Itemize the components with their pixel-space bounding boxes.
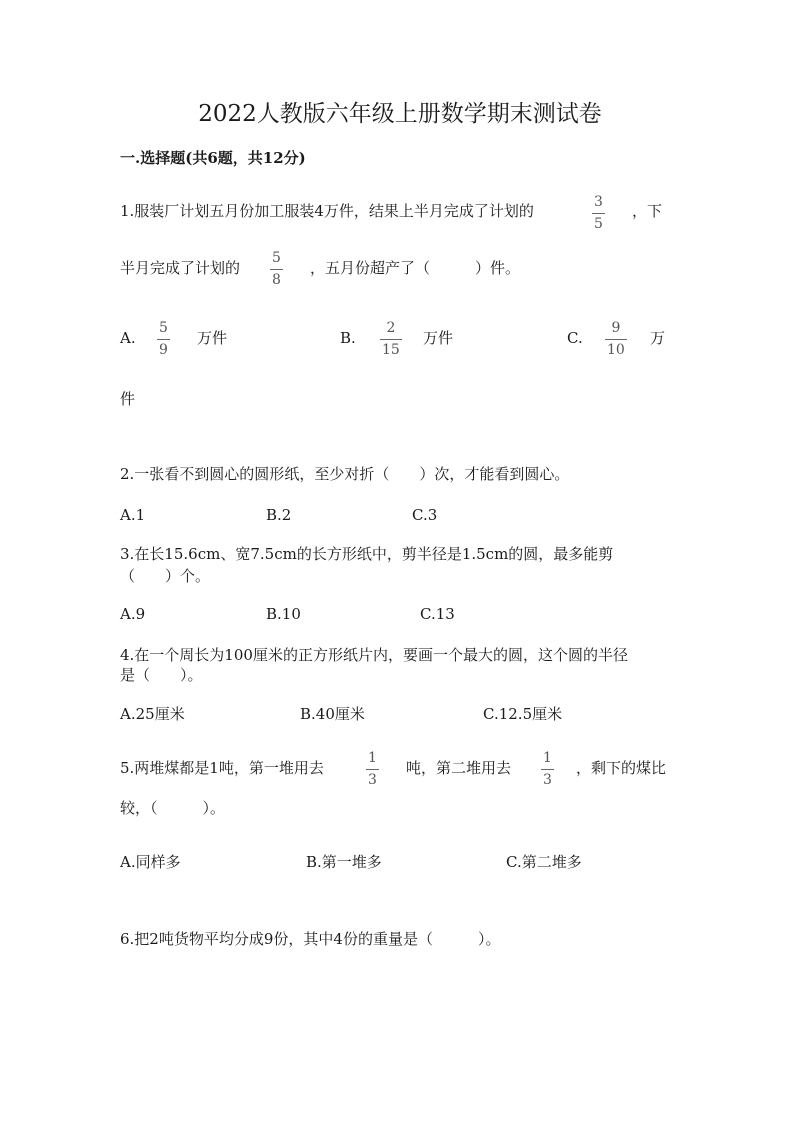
- q2-option-b: B.2: [266, 506, 292, 524]
- q5-option-a: A.同样多: [120, 853, 181, 871]
- page-title: 2022人教版六年级上册数学期末测试卷: [198, 101, 602, 127]
- q5-line1: 5.两堆煤都是1吨，第一堆用去: [120, 759, 324, 777]
- q1-option-c-unit: 万: [650, 329, 666, 347]
- q1-frac1-num: 3: [594, 194, 603, 210]
- q1-option-c-wrap: 件: [120, 390, 136, 408]
- q3-option-a: A.9: [120, 605, 146, 623]
- q4-option-a: A.25厘米: [120, 705, 185, 723]
- q1-frac2-num: 5: [272, 250, 281, 266]
- fraction-bar: [605, 339, 627, 340]
- q5-mid: 吨，第二堆用去: [406, 759, 512, 777]
- fraction-bar: [592, 213, 605, 214]
- q5-frac1-den: 3: [368, 772, 377, 788]
- q3-option-c: C.13: [420, 605, 455, 623]
- fraction-bar: [380, 339, 402, 340]
- q5-fraction-2: [541, 750, 554, 789]
- q5-frac1-num: 1: [368, 750, 377, 766]
- q5-frac2-den: 3: [543, 772, 552, 788]
- q1-frac1-den: 5: [594, 216, 603, 232]
- q1-line1-end: ，下: [632, 202, 663, 220]
- q4-line1: 4.在一个周长为100厘米的正方形纸片内，要画一个最大的圆，这个圆的半径: [120, 646, 628, 664]
- fraction-bar: [541, 769, 554, 770]
- q1-optA-den: 9: [159, 342, 168, 358]
- q5-option-b: B.第一堆多: [306, 853, 382, 871]
- q1-option-b-unit: 万件: [423, 329, 454, 347]
- q1-optB-den: 15: [382, 342, 400, 358]
- q5-line1-end: ，剩下的煤比: [576, 759, 667, 777]
- q5-frac2-num: 1: [543, 750, 552, 766]
- q2-option-c: C.3: [412, 506, 438, 524]
- q3-line2: （ ）个。: [120, 567, 211, 585]
- q4-line2: 是（ ）。: [120, 666, 203, 684]
- q1-option-a-label: A.: [120, 329, 136, 347]
- q1-optB-num: 2: [386, 320, 396, 336]
- q1-frac2-den: 8: [272, 272, 281, 288]
- fraction-bar: [366, 769, 379, 770]
- q3-line1: 3.在长15.6cm、宽7.5cm的长方形纸中，剪半径是1.5cm的圆，最多能剪: [120, 545, 614, 563]
- q1-option-b-label: B.: [340, 329, 356, 347]
- q1-optA-num: 5: [159, 320, 168, 336]
- q1-option-a-fraction: [157, 320, 170, 359]
- q2-option-a: A.1: [120, 506, 146, 524]
- q6-text: 6.把2吨货物平均分成9份，其中4份的重量是（ ）。: [120, 930, 501, 948]
- section-heading: 一.选择题(共6题，共12分): [120, 149, 306, 167]
- q5-option-c: C.第二堆多: [506, 853, 582, 871]
- fraction-bar: [157, 339, 170, 340]
- q3-option-b: B.10: [266, 605, 301, 623]
- q1-fraction-1: [592, 194, 605, 233]
- q1-line1: 1.服装厂计划五月份加工服装4万件，结果上半月完成了计划的: [120, 202, 534, 220]
- q1-fraction-2: [270, 250, 283, 289]
- q1-option-b-fraction: [380, 320, 402, 359]
- q5-line2: 较，（ ）。: [120, 799, 226, 817]
- q4-option-b: B.40厘米: [300, 705, 365, 723]
- q1-line2: 半月完成了计划的: [120, 259, 241, 277]
- q1-option-a-unit: 万件: [197, 329, 228, 347]
- q1-option-c-fraction: [605, 320, 627, 359]
- q1-optC-den: 10: [607, 342, 625, 358]
- q1-option-c-label: C.: [567, 329, 583, 347]
- q1-optC-num: 9: [611, 320, 621, 336]
- q1-line2-end: ，五月份超产了（ ）件。: [310, 259, 521, 277]
- fraction-bar: [270, 269, 283, 270]
- q4-option-c: C.12.5厘米: [483, 705, 563, 723]
- q5-fraction-1: [366, 750, 379, 789]
- q2-text: 2.一张看不到圆心的圆形纸，至少对折（ ）次，才能看到圆心。: [120, 465, 570, 483]
